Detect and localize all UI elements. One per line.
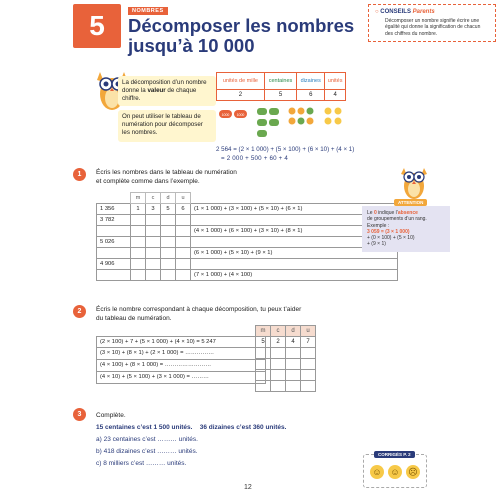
pvt-digit: 6 xyxy=(297,90,325,101)
number-cell[interactable] xyxy=(97,270,131,281)
neutral-face-icon[interactable]: ☺ xyxy=(388,465,402,479)
exercise-2-list xyxy=(96,336,266,384)
digit-cell[interactable] xyxy=(146,259,161,270)
digit-cell[interactable] xyxy=(176,248,191,259)
digit-cell: 6 xyxy=(176,204,191,215)
digit-cell[interactable] xyxy=(131,259,146,270)
expression-cell: (7 × 1 000) + (4 × 100) xyxy=(191,270,398,281)
digit-cell[interactable] xyxy=(131,226,146,237)
attention-label: ATTENTION xyxy=(394,199,427,206)
grid-cell[interactable] xyxy=(301,359,316,370)
ex2-line-1: Écris le nombre correspondant à chaque décomposition, tu peux t’aider xyxy=(96,306,302,313)
note-example-1: 3 059 = (3 × 1 000) xyxy=(367,228,410,235)
digit-cell[interactable] xyxy=(176,215,191,226)
grid-cell: 7 xyxy=(301,337,316,348)
digit-cell[interactable] xyxy=(161,226,176,237)
col-u: u xyxy=(176,193,191,204)
number-cell[interactable] xyxy=(97,248,131,259)
page-number: 12 xyxy=(244,484,252,491)
conseils-script: Parents xyxy=(412,9,435,15)
bubble1-text: La décomposition d’un nombre donne la xyxy=(122,79,207,94)
note-line-1: Le 0 indique l’absence xyxy=(367,210,418,216)
digit-cell[interactable] xyxy=(176,270,191,281)
ex2-line-2: du tableau de numération. xyxy=(96,315,172,322)
expression-cell[interactable] xyxy=(191,259,398,270)
note-example-3: + (9 × 1) xyxy=(367,241,386,248)
list-item[interactable]: (4 × 10) + (5 × 100) + (3 × 1 000) = ……… xyxy=(96,372,266,384)
exercise-1-number: 1 xyxy=(73,168,86,181)
digit-cell[interactable] xyxy=(161,259,176,270)
page-title xyxy=(128,16,368,56)
conseils-body: Décomposer un nombre signifie écrire une égalité qui donne la signification de chacun des chiffres du nombre. xyxy=(385,17,481,37)
pvt-digit: 4 xyxy=(325,90,346,101)
number-cell[interactable] xyxy=(97,226,131,237)
digit-cell: 3 xyxy=(146,204,161,215)
digit-cell[interactable] xyxy=(176,237,191,248)
owl-attention-icon xyxy=(397,160,431,202)
pvt-digit: 2 xyxy=(217,90,265,101)
counting-tokens xyxy=(219,106,347,140)
grid-cell[interactable] xyxy=(256,381,271,392)
digit-cell[interactable] xyxy=(146,226,161,237)
list-item[interactable]: (3 × 10) + (8 × 1) + (2 × 1 000) = …………… xyxy=(96,348,266,360)
table-row xyxy=(97,226,398,237)
place-value-table xyxy=(216,72,346,101)
dix-tokens xyxy=(289,108,314,125)
grid-row xyxy=(256,381,316,392)
table-row xyxy=(97,215,398,226)
digit-cell: 1 xyxy=(131,204,146,215)
grid-cell[interactable] xyxy=(286,359,301,370)
conseils-box xyxy=(368,4,496,42)
pvt-header-centaines: centaines xyxy=(264,73,296,90)
col-u: u xyxy=(301,326,316,337)
ex3-item-a[interactable]: a) 23 centaines c’est ……… unités. xyxy=(96,436,198,443)
grid-cell[interactable] xyxy=(301,381,316,392)
pvt-digit: 5 xyxy=(264,90,296,101)
exercise-1-table xyxy=(96,192,398,281)
digit-cell[interactable] xyxy=(131,215,146,226)
number-cell: 3 782 xyxy=(97,215,131,226)
digit-cell[interactable] xyxy=(146,237,161,248)
grid-row xyxy=(256,337,316,348)
grid-cell[interactable] xyxy=(271,359,286,370)
grid-cell[interactable] xyxy=(256,348,271,359)
digit-cell[interactable] xyxy=(176,226,191,237)
digit-cell[interactable] xyxy=(146,215,161,226)
section-tag: NOMBRES xyxy=(128,7,168,15)
list-item: (2 × 100) + 7 + (5 × 1 000) + (4 × 10) = 5 247 xyxy=(96,336,266,348)
exercise-3-number: 3 xyxy=(73,408,86,421)
pvt-header-mille: unités de mille xyxy=(217,73,265,90)
intro-bubble-2: On peut utiliser le tableau de numération pour décomposer les nombres. xyxy=(118,110,216,142)
digit-cell[interactable] xyxy=(161,248,176,259)
ex3-examples xyxy=(96,422,286,434)
ex3-example-b: 36 dizaines c’est 360 unités. xyxy=(199,424,287,431)
digit-cell[interactable] xyxy=(131,270,146,281)
pvt-header-dizaines: dizaines xyxy=(297,73,325,90)
digit-cell[interactable] xyxy=(131,248,146,259)
corriges-label: CORRIGÉS P. 2 xyxy=(374,451,415,458)
number-cell: 5 026 xyxy=(97,237,131,248)
grid-cell[interactable] xyxy=(256,370,271,381)
bubble1-text-end: de chaque chiffre. xyxy=(122,87,197,102)
grid-row xyxy=(256,370,316,381)
expression-cell: (4 × 1 000) + (6 × 100) + (3 × 10) + (8 × 1) xyxy=(191,226,398,237)
grid-cell[interactable] xyxy=(301,370,316,381)
note-example-2: + (0 × 100) + (5 × 10) xyxy=(367,235,415,242)
conseils-title xyxy=(375,9,489,16)
attention-note xyxy=(362,206,450,252)
conseils-label: CONSEILS xyxy=(380,9,411,15)
digit-cell[interactable] xyxy=(146,248,161,259)
table-row xyxy=(97,248,398,259)
digit-cell[interactable] xyxy=(176,259,191,270)
col-c: c xyxy=(271,326,286,337)
expression-cell: (6 × 1 000) + (5 × 10) + (9 × 1) xyxy=(191,248,398,259)
ex1-line-2: et complète comme dans l’exemple. xyxy=(96,178,200,185)
grid-cell[interactable] xyxy=(256,359,271,370)
digit-cell[interactable] xyxy=(146,270,161,281)
grid-cell[interactable] xyxy=(301,348,316,359)
table-header-row xyxy=(97,193,398,204)
number-cell: 1 356 xyxy=(97,204,131,215)
grid-cell[interactable] xyxy=(286,381,301,392)
lesson-number-badge: 5 xyxy=(73,4,121,48)
grid-cell[interactable] xyxy=(286,370,301,381)
self-assessment-box xyxy=(363,454,427,488)
ex3-example-a: 15 centaines c’est 1 500 unités. xyxy=(96,424,193,431)
col-m: m xyxy=(256,326,271,337)
sad-face-icon[interactable]: ☹ xyxy=(406,465,420,479)
table-row xyxy=(97,259,398,270)
digit-cell[interactable] xyxy=(131,237,146,248)
un-tokens xyxy=(325,108,342,125)
note-example: Exemple : xyxy=(367,222,390,229)
cent-tokens xyxy=(257,108,279,137)
digit-cell[interactable] xyxy=(161,270,176,281)
ex3-title: Complète. xyxy=(96,412,126,419)
grid-cell[interactable] xyxy=(271,381,286,392)
grid-cell: 5 xyxy=(256,337,271,348)
grid-header-row xyxy=(256,326,316,337)
ex3-item-b[interactable]: b) 418 dizaines c’est ……… unités. xyxy=(96,448,198,455)
bulb-icon: ○ xyxy=(375,9,379,15)
col-d: d xyxy=(286,326,301,337)
col-m: m xyxy=(131,193,146,204)
decomposition-sum: = 2 000 + 500 + 60 + 4 xyxy=(221,155,289,162)
happy-face-icon[interactable]: ☺ xyxy=(370,465,384,479)
grid-cell: 2 xyxy=(271,337,286,348)
table-row xyxy=(97,237,398,248)
list-item[interactable]: (4 × 100) + (8 × 1 000) = …………………… xyxy=(96,360,266,372)
ex3-item-c[interactable]: c) 8 milliers c’est ……… unités. xyxy=(96,460,187,467)
svg-text:1000: 1000 xyxy=(236,113,245,117)
table-row xyxy=(97,204,398,215)
grid-row xyxy=(256,359,316,370)
mille-tokens xyxy=(219,110,247,118)
mood-faces xyxy=(370,465,420,479)
grid-row xyxy=(256,348,316,359)
title-line-1: Décomposer les nombres xyxy=(128,15,355,36)
note-line-2: de groupements d’un rang. xyxy=(367,216,427,223)
exercise-2-number: 2 xyxy=(73,305,86,318)
exercise-1-instruction xyxy=(96,168,237,186)
col-c: c xyxy=(146,193,161,204)
exercise-2-instruction xyxy=(96,305,301,323)
decomposition-formula: 2 564 = (2 × 1 000) + (5 × 100) + (6 × 10) + (4 × 1) xyxy=(216,146,355,153)
pvt-header-unites: unités xyxy=(325,73,346,90)
intro-bubble-1 xyxy=(118,76,216,106)
table-row xyxy=(97,270,398,281)
svg-text:1000: 1000 xyxy=(221,113,230,117)
digit-cell[interactable] xyxy=(161,237,176,248)
number-cell: 4 906 xyxy=(97,259,131,270)
grid-cell[interactable] xyxy=(271,348,286,359)
grid-cell: 4 xyxy=(286,337,301,348)
ex1-line-1: Écris les nombres dans le tableau de numération xyxy=(96,169,237,176)
grid-cell[interactable] xyxy=(271,370,286,381)
digit-cell: 5 xyxy=(161,204,176,215)
col-d: d xyxy=(161,193,176,204)
grid-cell[interactable] xyxy=(286,348,301,359)
expression-cell: (1 × 1 000) + (3 × 100) + (5 × 10) + (6 × 1) xyxy=(191,204,398,215)
title-line-2: jusqu’à 10 000 xyxy=(128,35,255,56)
digit-cell[interactable] xyxy=(161,215,176,226)
bubble1-bold: valeur xyxy=(147,87,166,94)
exercise-3 xyxy=(96,410,286,470)
exercise-2-grid xyxy=(255,325,316,392)
